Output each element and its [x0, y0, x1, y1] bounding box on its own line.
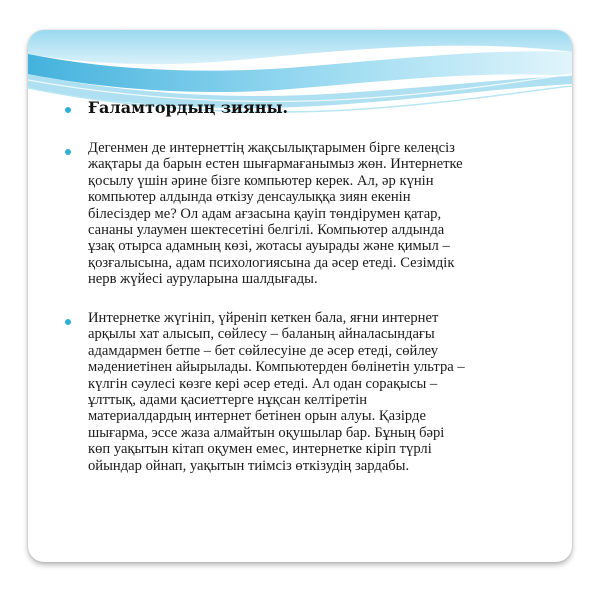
paragraph-1-line: компьютер алдында өткізу денсаулыққа зиян екенін: [88, 189, 411, 206]
paragraph-2-line: ұлттық, адами қасиеттерге нұқсан келтіретін: [88, 392, 368, 409]
paragraph-1-line: сананы улаумен шектесетіні белгілі. Компьютер алдында: [88, 222, 445, 239]
paragraph-1-line: Дегенмен де интернеттің жақсылықтарымен бірге келеңсіз: [88, 140, 455, 156]
paragraph-1-line: ұзақ отырса адамның көзі, жотасы ауырады және қимыл –: [88, 238, 450, 255]
paragraph-1-line: қозғалысына, адам психологиясына да әсер етеді. Сезімдік: [88, 254, 455, 271]
paragraph-1-line: білесіздер ме? Ол адам ағзасына қауіп төндірумен қатар,: [88, 205, 442, 222]
paragraph-2-line: ойындар ойнап, уақытын тиімсіз өткізудің зардабы.: [88, 457, 410, 474]
paragraph-2-line: материалдардың интернет бетінен орын алуы. Қазірде: [88, 408, 426, 425]
paragraph-2-bullet-icon: [65, 319, 71, 325]
heading-bullet-icon: [65, 107, 71, 113]
paragraph-2-line: адамдармен бетпе – бет сөйлесуіне де әсер етеді, сөйлеу: [88, 342, 439, 359]
slide-content: [28, 30, 572, 562]
paragraph-1: [88, 140, 558, 288]
paragraph-1-line: нерв жүйесі ауруларына шалдығады.: [88, 271, 318, 288]
paragraph-1-bullet-icon: [65, 149, 71, 155]
paragraph-2-line: күлгін сәулесі көзге кері әсер етеді. Ал одан сорақысы –: [88, 375, 438, 392]
paragraph-2: [88, 310, 558, 474]
paragraph-2-line: мәдениетінен айырылады. Компьютерден бөлінетін ультра –: [88, 359, 465, 376]
paragraph-2-line: шығарма, эссе жаза алмайтын оқушылар бар. Бұның бәрі: [88, 424, 445, 441]
slide-heading: Ғаламтордың зияны.: [88, 98, 289, 117]
paragraph-2-line: арқылы хат алысып, сөйлесу – баланың айналасындағы: [88, 326, 435, 343]
paragraph-2-line: Интернетке жүгініп, үйреніп кеткен бала, яғни интернет: [88, 310, 439, 326]
paragraph-1-line: қосылу үшін әрине бізге компьютер керек. Ал, әр күнін: [88, 172, 434, 189]
paragraph-1-line: жақтары да барын естен шығармағанымыз жөн. Интернетке: [88, 156, 463, 173]
slide: [28, 30, 572, 562]
paragraph-2-line: көп уақытын кітап оқумен емес, интернетке кіріп түрлі: [88, 441, 432, 458]
